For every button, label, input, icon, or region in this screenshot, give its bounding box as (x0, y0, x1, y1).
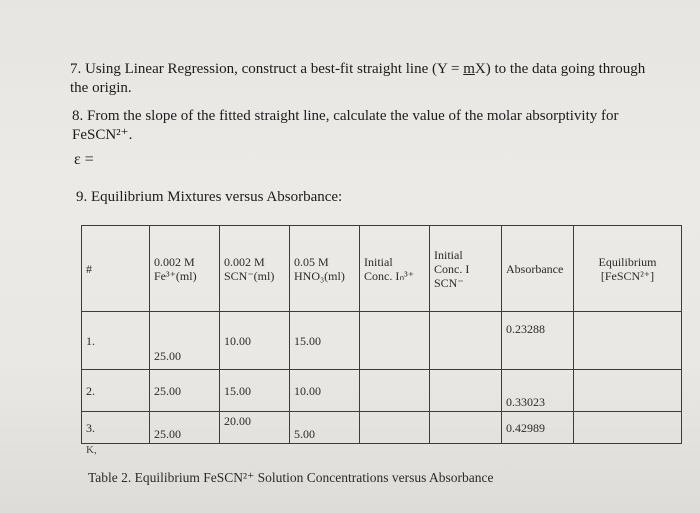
question-9: 9. Equilibrium Mixtures versus Absorbance: (76, 189, 343, 205)
question-8-line1: 8. From the slope of the fitted straight line, calculate the value of the molar absorptivity for (72, 108, 619, 124)
header-absorbance: Absorbance (502, 226, 574, 312)
k-mark: K, (86, 444, 97, 456)
cell-fe: 25.00 (150, 412, 220, 444)
cell-equilibrium[interactable] (574, 312, 682, 370)
cell-absorbance: 0.42989 (502, 412, 574, 444)
cell-scn: 15.00 (220, 370, 290, 412)
header-fe: 0.002 M Fe³⁺(ml) (150, 226, 220, 312)
cell-equilibrium[interactable] (574, 412, 682, 444)
cell-initial-scn[interactable] (430, 370, 502, 412)
question-7 (70, 60, 645, 98)
cell-scn: 20.00 (220, 412, 290, 444)
row-number: 2. (82, 370, 150, 412)
question-7-text: 7. Using Linear Regression, construct a best-fit straight line (Y = (70, 61, 464, 77)
cell-initial-scn[interactable] (430, 412, 502, 444)
table-row (82, 412, 682, 444)
cell-hno3: 10.00 (290, 370, 360, 412)
header-number: # (82, 226, 150, 312)
cell-initial-fe[interactable] (360, 312, 430, 370)
cell-absorbance: 0.33023 (502, 370, 574, 412)
question-7-text-end: ) to the data going through (485, 61, 646, 77)
table-row (82, 312, 682, 370)
x-symbol: X (474, 61, 486, 77)
cell-initial-fe[interactable] (360, 370, 430, 412)
cell-fe: 25.00 (150, 370, 220, 412)
slope-symbol: m (463, 61, 475, 77)
table-row (82, 370, 682, 412)
question-7-line2: the origin. (70, 80, 132, 96)
header-equilibrium: Equilibrium [FeSCN²⁺] (574, 226, 682, 312)
cell-hno3: 5.00 (290, 412, 360, 444)
cell-initial-fe[interactable] (360, 412, 430, 444)
epsilon-answer: ε = (74, 151, 94, 168)
header-initial-scn: Initial Conc. I SCN⁻ (430, 226, 502, 312)
question-8 (72, 107, 619, 145)
row-number: 3. (82, 412, 150, 444)
cell-hno3: 15.00 (290, 312, 360, 370)
row-number: 1. (82, 312, 150, 370)
cell-initial-scn[interactable] (430, 312, 502, 370)
table-header-row (82, 226, 682, 312)
header-initial-fe: Initial Conc. Iₙ³⁺ (360, 226, 430, 312)
header-hno3: 0.05 M HNO₃(ml) (290, 226, 360, 312)
question-8-line2: FeSCN²⁺. (72, 127, 133, 143)
cell-equilibrium[interactable] (574, 370, 682, 412)
cell-absorbance: 0.23288 (502, 312, 574, 370)
header-scn: 0.002 M SCN⁻(ml) (220, 226, 290, 312)
cell-fe: 25.00 (150, 312, 220, 370)
equilibrium-table (81, 225, 682, 444)
cell-scn: 10.00 (220, 312, 290, 370)
table-caption: Table 2. Equilibrium FeSCN²⁺ Solution Concentrations versus Absorbance (88, 470, 494, 485)
